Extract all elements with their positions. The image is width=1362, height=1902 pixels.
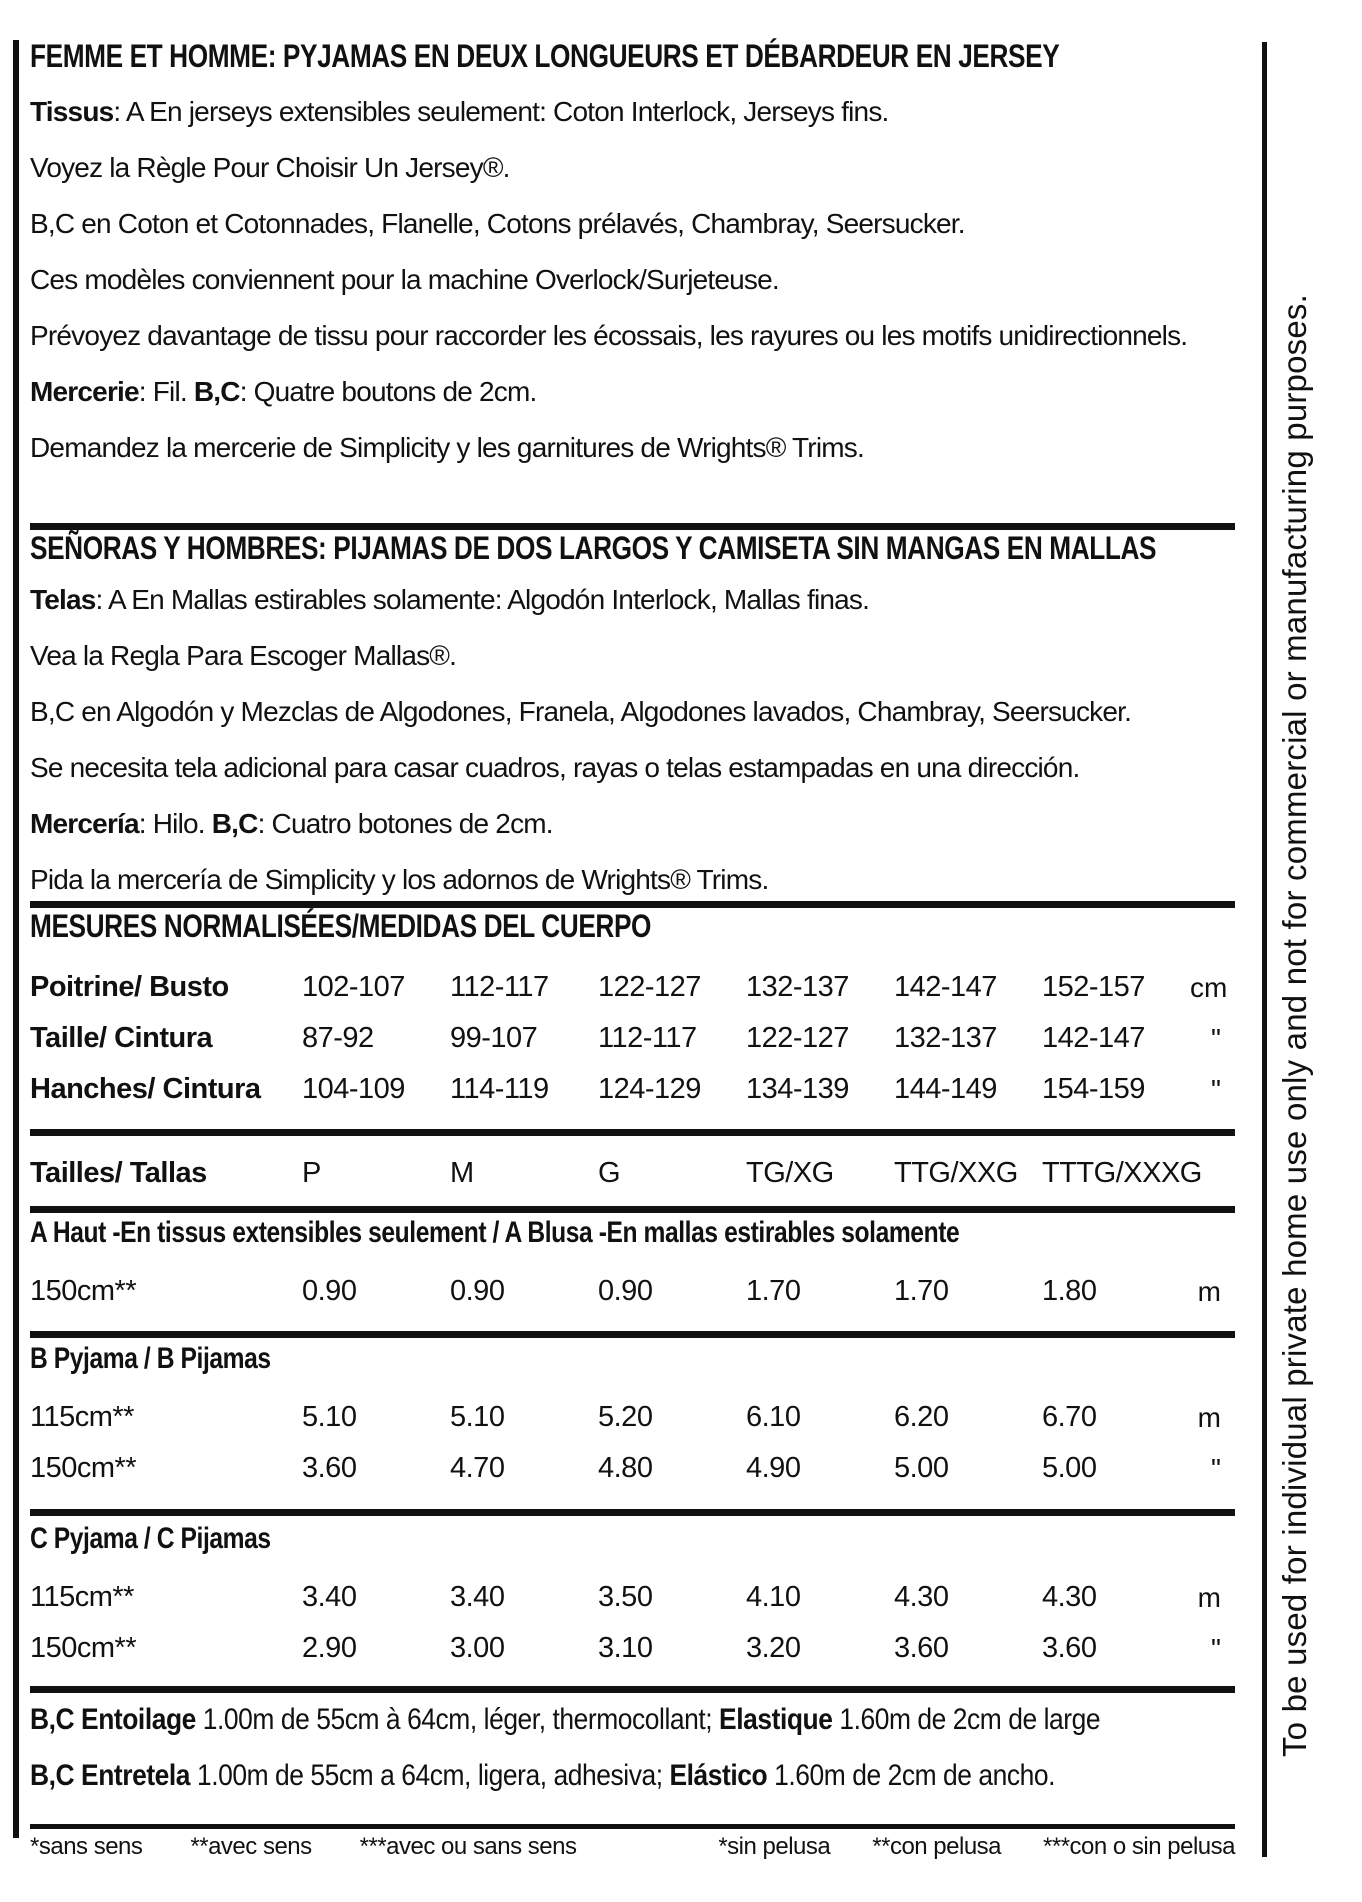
text: : A En jerseys extensibles seulement: Coton Interlock, Jerseys fins. xyxy=(113,96,889,127)
text: : Hilo. xyxy=(138,808,212,839)
value-cell: 142-147 xyxy=(1042,1022,1145,1054)
value-cell: 154-159 xyxy=(1042,1073,1145,1105)
value-cell: 144-149 xyxy=(894,1073,997,1105)
measurements-heading: MESURES NORMALISÉES/MEDIDAS DEL CUERPO xyxy=(30,908,652,944)
sizes-section xyxy=(30,1146,1235,1200)
paragraph xyxy=(30,84,1235,140)
value-cell: 3.60 xyxy=(894,1632,949,1664)
text: B,C en Algodón y Mezclas de Algodones, Franela, Algodones lavados, Chambray, Seersucker. xyxy=(30,696,1132,727)
value-cell: 132-137 xyxy=(894,1022,997,1054)
text: 1.00m de 55cm a 64cm, ligera, adhesiva; xyxy=(190,1759,670,1792)
paragraph xyxy=(30,684,1235,740)
value-cell: 1.70 xyxy=(894,1275,949,1307)
right-border-rule xyxy=(1262,42,1267,1857)
text: Vea la Regla Para Escoger Mallas®. xyxy=(30,640,457,671)
value-cell: 6.10 xyxy=(746,1401,801,1433)
value-cell: 124-129 xyxy=(598,1073,701,1105)
section-divider xyxy=(30,1509,1235,1516)
value-cell: 5.10 xyxy=(302,1401,357,1433)
text: 1.60m de 2cm de large xyxy=(832,1703,1101,1736)
row-label: Hanches/ Cintura xyxy=(30,1073,261,1105)
value-cell: 6.20 xyxy=(894,1401,949,1433)
value-cell: 0.90 xyxy=(598,1275,653,1307)
unit-cell: " xyxy=(1211,1632,1221,1664)
value-cell: 4.90 xyxy=(746,1452,801,1484)
table-row xyxy=(30,1392,1235,1443)
section-divider xyxy=(30,523,1235,530)
footnotes-spanish xyxy=(676,1833,1235,1861)
paragraph xyxy=(30,420,1235,476)
table-row xyxy=(30,1013,1235,1064)
french-description-section xyxy=(30,38,1235,476)
value-cell: 134-139 xyxy=(746,1073,849,1105)
paragraph xyxy=(30,572,1235,628)
text: : A En Mallas estirables solamente: Algodón Interlock, Mallas finas. xyxy=(95,584,870,615)
paragraph xyxy=(30,252,1235,308)
value-cell: 3.40 xyxy=(450,1581,505,1613)
size-cell: P xyxy=(302,1156,321,1189)
value-cell: 152-157 xyxy=(1042,971,1145,1003)
usage-notice-vertical xyxy=(1276,0,1356,1902)
paragraph xyxy=(30,196,1235,252)
bold-text: B,C xyxy=(193,376,240,407)
bold-text: Mercerie xyxy=(30,376,139,407)
unit-cell: " xyxy=(1211,1073,1221,1105)
value-cell: 3.10 xyxy=(598,1632,653,1664)
text: Ces modèles conviennent pour la machine Overlock/Surjeteuse. xyxy=(30,264,779,295)
row-label: Poitrine/ Busto xyxy=(30,971,229,1003)
value-cell: 1.80 xyxy=(1042,1275,1097,1307)
text: B,C en Coton et Cotonnades, Flanelle, Cotons prélavés, Chambray, Seersucker. xyxy=(30,208,965,239)
text: : Fil. xyxy=(138,376,194,407)
value-cell: 4.30 xyxy=(894,1581,949,1613)
value-cell: 87-92 xyxy=(302,1022,374,1054)
value-cell: 3.20 xyxy=(746,1632,801,1664)
table-row xyxy=(30,1572,1235,1623)
yardage-heading: B Pyjama / B Pijamas xyxy=(30,1342,271,1375)
spanish-title: SEÑORAS Y HOMBRES: PIJAMAS DE DOS LARGOS Y CAMISETA SIN MANGAS EN MALLAS xyxy=(30,530,1157,566)
bold-text: B,C Entretela xyxy=(30,1759,191,1792)
value-cell: 104-109 xyxy=(302,1073,405,1105)
french-title: FEMME ET HOMME: PYJAMAS EN DEUX LONGUEURS ET DÉBARDEUR EN JERSEY xyxy=(30,38,1060,74)
paragraph xyxy=(30,852,1235,908)
bold-text: B,C xyxy=(211,808,258,839)
usage-notice-text: To be used for individual private home use only and not for commercial or manufacturing purposes. xyxy=(1276,294,1313,1758)
value-cell: 112-117 xyxy=(450,971,549,1003)
yardage-heading: C Pyjama / C Pijamas xyxy=(30,1522,271,1555)
row-label: Taille/ Cintura xyxy=(30,1022,213,1054)
value-cell: 102-107 xyxy=(302,971,405,1003)
spanish-paragraphs xyxy=(30,572,1235,908)
paragraph xyxy=(30,364,1235,420)
size-cell: TG/XG xyxy=(746,1156,834,1189)
text: Se necesita tela adicional para casar cuadros, rayas o telas estampadas en una dirección. xyxy=(30,752,1080,783)
yardage-section-a xyxy=(30,1216,1235,1317)
body-measurements-section xyxy=(30,908,1235,1115)
bold-text: Elastique xyxy=(719,1703,833,1736)
sizes-label: Tailles/ Tallas xyxy=(30,1156,207,1189)
left-border-rule xyxy=(13,40,19,1838)
size-cell: TTTG/XXXG xyxy=(1042,1156,1202,1189)
value-cell: 122-127 xyxy=(598,971,701,1003)
section-divider xyxy=(30,1206,1235,1213)
unit-cell: m xyxy=(1197,1401,1221,1433)
value-cell: 4.30 xyxy=(1042,1581,1097,1613)
value-cell: 112-117 xyxy=(598,1022,697,1054)
unit-cell: cm xyxy=(1190,971,1228,1003)
value-cell: 5.20 xyxy=(598,1401,653,1433)
yardage-section-b xyxy=(30,1342,1235,1494)
unit-cell: m xyxy=(1197,1275,1221,1307)
row-label: 150cm** xyxy=(30,1632,137,1664)
value-cell: 3.60 xyxy=(302,1452,357,1484)
value-cell: 5.00 xyxy=(1042,1452,1097,1484)
text: Voyez la Règle Pour Choisir Un Jersey®. xyxy=(30,152,510,183)
unit-cell: " xyxy=(1211,1452,1221,1484)
notions-line xyxy=(30,1692,1101,1748)
footnote: ***con o sin pelusa xyxy=(1043,1833,1235,1860)
sizes-row xyxy=(30,1146,1235,1200)
footnote: ***avec ou sans sens xyxy=(359,1833,577,1860)
section-divider xyxy=(30,1331,1235,1338)
value-cell: 5.10 xyxy=(450,1401,505,1433)
size-cell: TTG/XXG xyxy=(894,1156,1018,1189)
value-cell: 142-147 xyxy=(894,971,997,1003)
unit-cell: m xyxy=(1197,1581,1221,1613)
paragraph xyxy=(30,740,1235,796)
measurements-table xyxy=(30,962,1235,1115)
paragraph xyxy=(30,796,1235,852)
text: Prévoyez davantage de tissu pour raccorder les écossais, les rayures ou les motifs unidirectionnels. xyxy=(30,320,1188,351)
text: : Cuatro botones de 2cm. xyxy=(257,808,553,839)
footnote-divider xyxy=(30,1824,1235,1829)
table-row xyxy=(30,1064,1235,1115)
footnotes-french xyxy=(30,1833,624,1861)
paragraph xyxy=(30,140,1235,196)
value-cell: 3.50 xyxy=(598,1581,653,1613)
footnote: *sans sens xyxy=(30,1833,143,1860)
paragraph xyxy=(30,308,1235,364)
bold-text: B,C Entoilage xyxy=(30,1703,196,1736)
notions-section xyxy=(30,1692,1235,1804)
size-cell: M xyxy=(450,1156,474,1189)
row-label: 115cm** xyxy=(30,1401,134,1433)
bold-text: Tissus xyxy=(30,96,114,127)
value-cell: 2.90 xyxy=(302,1632,357,1664)
table-row xyxy=(30,1266,1235,1317)
row-label: 150cm** xyxy=(30,1275,137,1307)
value-cell: 1.70 xyxy=(746,1275,801,1307)
row-label: 115cm** xyxy=(30,1581,134,1613)
value-cell: 3.00 xyxy=(450,1632,505,1664)
value-cell: 3.40 xyxy=(302,1581,357,1613)
footnotes-row xyxy=(30,1833,1235,1861)
bold-text: Elástico xyxy=(669,1759,768,1792)
footnote: **avec sens xyxy=(190,1833,312,1860)
text: Demandez la mercerie de Simplicity y les garnitures de Wrights® Trims. xyxy=(30,432,864,463)
value-cell: 4.10 xyxy=(746,1581,801,1613)
value-cell: 114-119 xyxy=(450,1073,549,1105)
bold-text: Mercería xyxy=(30,808,139,839)
paragraph xyxy=(30,628,1235,684)
table-row xyxy=(30,1443,1235,1494)
value-cell: 4.70 xyxy=(450,1452,505,1484)
bold-text: Telas xyxy=(30,584,96,615)
value-cell: 3.60 xyxy=(1042,1632,1097,1664)
value-cell: 5.00 xyxy=(894,1452,949,1484)
main-content xyxy=(30,0,1235,1902)
footnote: **con pelusa xyxy=(872,1833,1002,1860)
text: : Quatre boutons de 2cm. xyxy=(239,376,537,407)
value-cell: 4.80 xyxy=(598,1452,653,1484)
text: 1.00m de 55cm à 64cm, léger, thermocollant; xyxy=(195,1703,720,1736)
value-cell: 99-107 xyxy=(450,1022,538,1054)
yardage-section-c xyxy=(30,1522,1235,1674)
spanish-description-section xyxy=(30,530,1235,908)
text: Pida la mercería de Simplicity y los adornos de Wrights® Trims. xyxy=(30,864,769,895)
row-label: 150cm** xyxy=(30,1452,137,1484)
value-cell: 0.90 xyxy=(450,1275,505,1307)
table-row xyxy=(30,1623,1235,1674)
value-cell: 132-137 xyxy=(746,971,849,1003)
value-cell: 6.70 xyxy=(1042,1401,1097,1433)
footnote: *sin pelusa xyxy=(718,1833,831,1860)
section-divider xyxy=(30,1129,1235,1136)
value-cell: 122-127 xyxy=(746,1022,849,1054)
notions-line xyxy=(30,1748,1090,1804)
text: 1.60m de 2cm de ancho. xyxy=(767,1759,1056,1792)
table-row xyxy=(30,962,1235,1013)
unit-cell: " xyxy=(1211,1022,1221,1054)
french-paragraphs xyxy=(30,84,1235,476)
size-cell: G xyxy=(598,1156,621,1189)
value-cell: 0.90 xyxy=(302,1275,357,1307)
section-divider xyxy=(30,901,1235,908)
yardage-heading: A Haut -En tissus extensibles seulement / A Blusa -En mallas estirables solamente xyxy=(30,1216,960,1249)
